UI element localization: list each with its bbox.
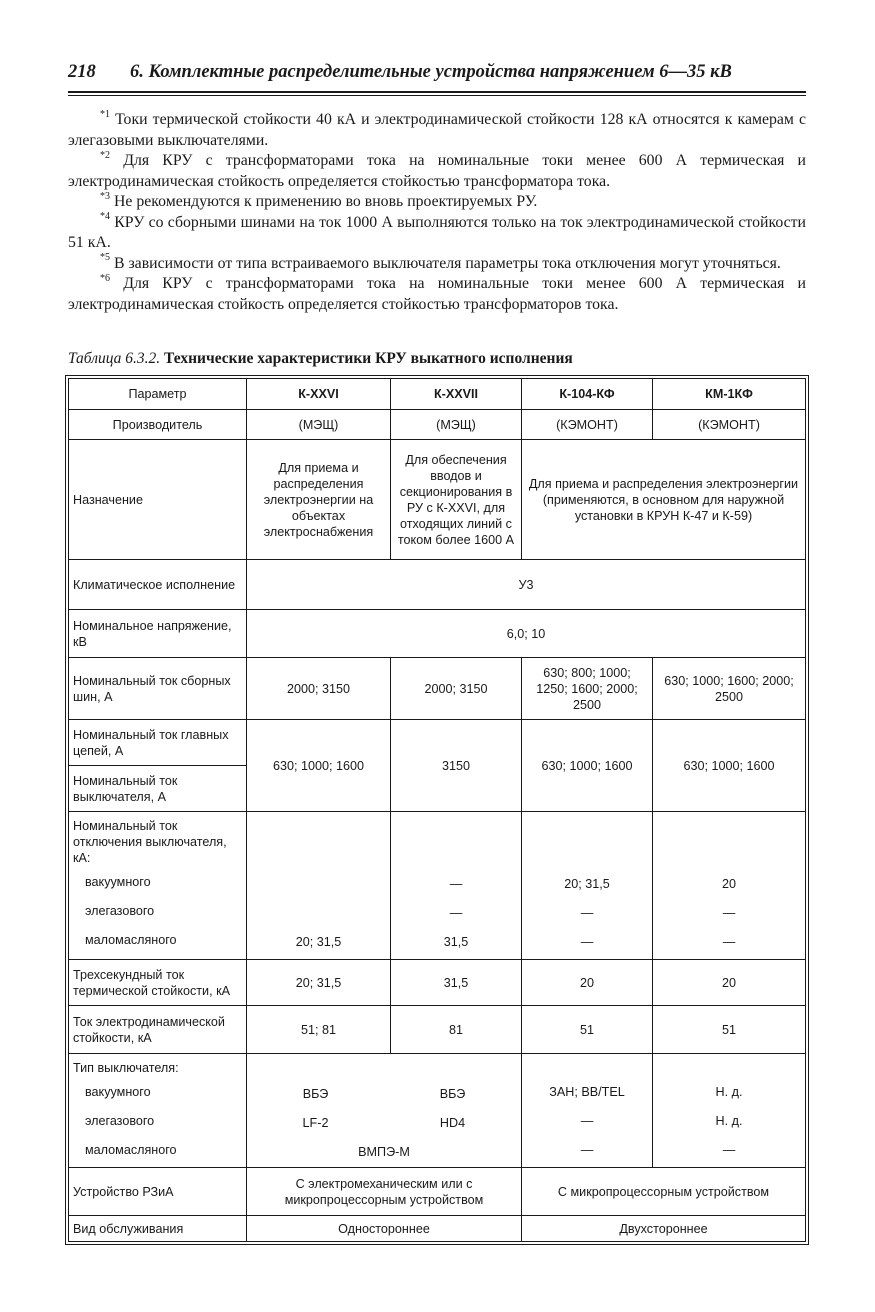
- spec-table: [68, 378, 806, 1242]
- table-cell: Двухстороннее: [522, 1216, 806, 1242]
- row-label: Тип выключателя: вакуумного элегазового маломасляного: [69, 1054, 247, 1168]
- footnote: $^{*5}$ В зависимости от типа встраиваемого выключателя параметры тока отключения могут уточняться.: [100, 252, 781, 272]
- footnote: $^{*6}$ Для КРУ с трансформаторами тока на номинальные токи менее 600 А термическая и электродинамическая стойкость определяется стойкостью трансформаторов тока.: [68, 272, 806, 313]
- row-label: Номинальный ток выключателя, А: [69, 766, 247, 812]
- table-cell: 3150: [391, 720, 522, 812]
- table-row: [69, 1168, 806, 1216]
- row-label: Номинальный ток сборных шин, А: [69, 658, 247, 720]
- table-cell: ЗАН; ВВ/TEL — —: [522, 1054, 653, 1168]
- footnote: $^{*1}$ Токи термической стойкости 40 кА и электродинамической стойкости 128 кА относятся к камерам с элегазовыми выключателями.: [68, 108, 806, 149]
- table-cell: 630; 1000; 1600: [653, 720, 806, 812]
- table-cell: Одностороннее: [247, 1216, 522, 1242]
- sub-label: маломасляного: [85, 933, 177, 947]
- table-cell: Для приема и распределения электроэнергии (применяются, в основном для наружной установки в КРУН К-47 и К-59): [522, 440, 806, 560]
- breaker-type-value: HD4: [439, 1116, 466, 1130]
- sub-label: вакуумного: [85, 1085, 151, 1099]
- table-cell: 20: [653, 960, 806, 1006]
- table-cell: 51; 81: [247, 1006, 391, 1054]
- table-cell: (КЭМОНТ): [653, 410, 806, 440]
- breaker-type-value: ВМПЭ-М: [358, 1145, 410, 1159]
- table-cell: Н. д. Н. д. —: [653, 1054, 806, 1168]
- row-label: Устройство РЗиА: [69, 1168, 247, 1216]
- page-header: [68, 62, 806, 83]
- table-cell: (МЭЩ): [391, 410, 522, 440]
- table-cell: (КЭМОНТ): [522, 410, 653, 440]
- page-number: 218: [68, 62, 96, 82]
- table-cell: [247, 1054, 522, 1168]
- table-row: [69, 1216, 806, 1242]
- table-cell: 31,5: [391, 960, 522, 1006]
- table-cell: 630; 1000; 1600: [522, 720, 653, 812]
- footnotes: [68, 110, 806, 315]
- column-header: К-XXVII: [391, 379, 522, 410]
- table-row: [69, 960, 806, 1006]
- table-cell: У3: [247, 560, 806, 610]
- table-caption: [68, 350, 806, 368]
- table-row: [69, 812, 806, 960]
- row-label: Вид обслуживания: [69, 1216, 247, 1242]
- table-cell: 630; 1000; 1600; 2000; 2500: [653, 658, 806, 720]
- header-rule: [68, 91, 806, 93]
- table-row: [69, 658, 806, 720]
- row-label: Трехсекундный ток термической стойкости, кА: [69, 960, 247, 1006]
- sub-label: вакуумного: [85, 875, 151, 889]
- table-cell: С электромеханическим или с микропроцессорным устройством: [247, 1168, 522, 1216]
- table-row: [69, 440, 806, 560]
- table-cell: Для обеспечения вводов и секционирования в РУ с К-XXVI, для отходящих линий с током более 1600 А: [391, 440, 522, 560]
- table-cell: 2000; 3150: [247, 658, 391, 720]
- column-header: К-104-КФ: [522, 379, 653, 410]
- table-cell: 51: [522, 1006, 653, 1054]
- footnote: $^{*2}$ Для КРУ с трансформаторами тока на номинальные токи менее 600 А термическая и электродинамическая стойкость определяется стойкостью трансформатора тока.: [68, 149, 806, 190]
- footnote: $^{*4}$ КРУ со сборными шинами на ток 1000 А выполняются только на ток электродинамической стойкости 51 кА.: [68, 211, 807, 251]
- row-label: Номинальное напряжение, кВ: [69, 610, 247, 658]
- table-cell: 20: [522, 960, 653, 1006]
- breaker-type-value: ВБЭ: [439, 1087, 466, 1101]
- table-cell: Для приема и распределения электроэнергии на объектах электроснабжения: [247, 440, 391, 560]
- caption-title: Технические характеристики КРУ выкатного исполнения: [164, 350, 573, 367]
- table-row: [69, 1006, 806, 1054]
- sub-label: маломасляного: [85, 1143, 177, 1157]
- row-label: Ток электродинамической стойкости, кА: [69, 1006, 247, 1054]
- sub-label: элегазового: [85, 1114, 155, 1128]
- table-row: [69, 610, 806, 658]
- table-cell: 51: [653, 1006, 806, 1054]
- row-label: Производитель: [69, 410, 247, 440]
- column-header: К-XXVI: [247, 379, 391, 410]
- column-header: Параметр: [69, 379, 247, 410]
- column-header: КМ-1КФ: [653, 379, 806, 410]
- table-cell: 20; 31,5: [247, 812, 391, 960]
- chapter-title: 6. Комплектные распределительные устройства напряжением 6—35 кВ: [130, 62, 732, 82]
- table-row: [69, 560, 806, 610]
- table-cell: 20 — —: [653, 812, 806, 960]
- breaker-type-value: ВБЭ: [302, 1087, 329, 1101]
- table-cell: С микропроцессорным устройством: [522, 1168, 806, 1216]
- table-cell: 630; 800; 1000; 1250; 1600; 2000; 2500: [522, 658, 653, 720]
- table-row: [69, 720, 806, 766]
- table-header-row: [69, 379, 806, 410]
- table-cell: 20; 31,5 — —: [522, 812, 653, 960]
- header-rule-thin: [68, 95, 806, 96]
- table-cell: 630; 1000; 1600: [247, 720, 391, 812]
- table-row: [69, 1054, 806, 1168]
- table-cell: 20; 31,5: [247, 960, 391, 1006]
- row-label: Климатическое исполнение: [69, 560, 247, 610]
- table-cell: — — 31,5: [391, 812, 522, 960]
- row-label: Назначение: [69, 440, 247, 560]
- table-cell: (МЭЩ): [247, 410, 391, 440]
- caption-label: Таблица 6.3.2.: [68, 350, 161, 367]
- table-row: [69, 410, 806, 440]
- row-label: Номинальный ток главных цепей, А: [69, 720, 247, 766]
- table-cell: 2000; 3150: [391, 658, 522, 720]
- breaker-type-value: LF-2: [302, 1116, 329, 1130]
- sub-label: элегазового: [85, 904, 155, 918]
- footnote: $^{*3}$ Не рекомендуются к применению во вновь проектируемых РУ.: [100, 190, 538, 210]
- table-cell: 6,0; 10: [247, 610, 806, 658]
- row-label: Номинальный ток отключения выключателя, кА: вакуумного элегазового маломасляного: [69, 812, 247, 960]
- table-cell: 81: [391, 1006, 522, 1054]
